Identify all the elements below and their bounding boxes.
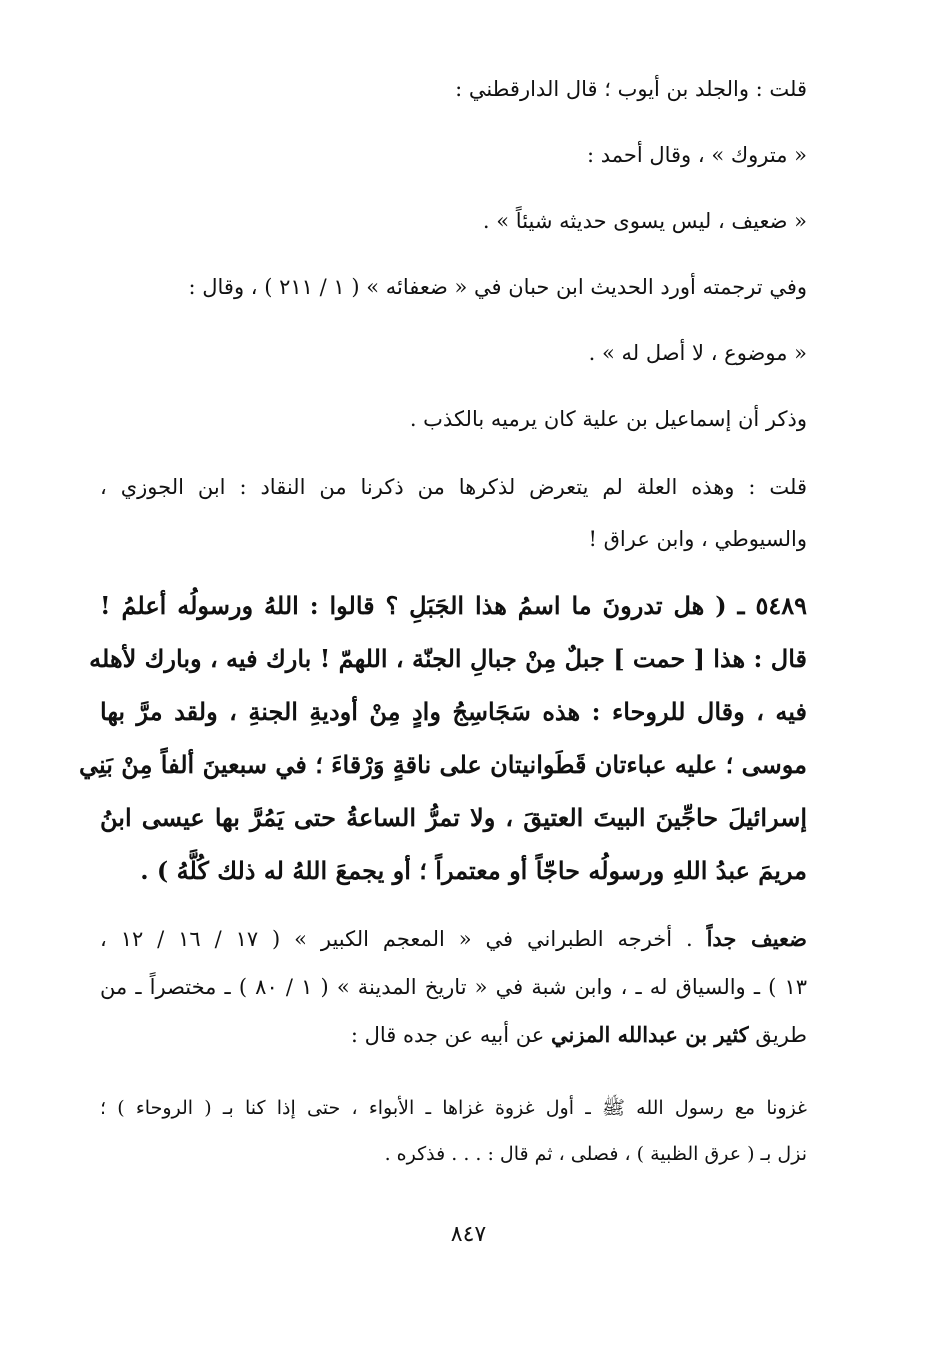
text-line-4: وفي ترجمته أورد الحديث ابن حبان في « ضعفائه » ( ١ / ٢١١ ) ، وقال : <box>188 275 807 299</box>
text-line-5: « موضوع ، لا أصل له » . <box>588 341 807 365</box>
text-line-7: قلت : وهذه العلة لم يتعرض لذكرها من ذكرنا من النقاد : ابن الجوزي ، <box>100 475 807 499</box>
page-number: ٨٤٧ <box>450 1222 487 1247</box>
hadith-line-4: موسى ؛ عليه عباءتان قَطَوانيتان على ناقةٍ وَرْقاءَ ؛ في سبعينَ ألفاً مِنْ بَنِي <box>79 750 807 779</box>
text-line-2: « متروك » ، وقال أحمد : <box>586 143 807 167</box>
takhrij-line-3 <box>100 1020 807 1050</box>
text-line-3: « ضعيف ، ليس يسوى حديثه شيئاً » . <box>482 209 807 233</box>
hadith-line-5: إسرائيلَ حاجِّينَ البيتَ العتيقَ ، ولا تمرُّ الساعةُ حتى يَمُرَّ بها عيسى ابنُ <box>100 803 807 832</box>
text-line-6: وذكر أن إسماعيل بن علية كان يرميه بالكذب . <box>409 407 807 431</box>
text-line-1: قلت : والجلد بن أيوب ؛ قال الدارقطني : <box>455 77 807 101</box>
takhrij-line-1-rest: . أخرجه الطبراني في « المعجم الكبير » ( ١٧ / ١٦ / ١٢ ، <box>100 927 707 951</box>
takhrij-line-3-rest: عن أبيه عن جده قال : <box>350 1023 551 1047</box>
text-line-8: والسيوطي ، وابن عراق ! <box>588 527 807 551</box>
hadith-line-3: فيه ، وقال للروحاء : هذه سَجَاسِجُ وادٍ مِنْ أوديةِ الجنةِ ، ولقد مرَّ بها <box>100 697 807 726</box>
takhrij-line-3-pre: طريق <box>748 1023 807 1047</box>
narration-line-1: غزونا مع رسول الله ﷺ ـ أول غزوة غزاها ـ الأبواء ، حتى إذا كنا بـ ( الروحاء ) ؛ <box>100 1097 807 1119</box>
hadith-line-2: قال : هذا [ حمت ] جبلٌ مِنْ جبالِ الجنّة ، اللهمّ ! بارك فيه ، وبارك لأهله <box>89 644 807 673</box>
hadith-line-6: مريمَ عبدُ اللهِ ورسولُه حاجّاً أو معتمراً ؛ أو يجمعَ اللهُ له ذلك كُلَّهُ ) . <box>140 856 807 885</box>
grading-label: ضعيف جداً <box>706 926 807 951</box>
narrator-name: كثير بن عبدالله المزني <box>550 1022 749 1047</box>
hadith-line-1: ٥٤٨٩ ـ ( هل تدرونَ ما اسمُ هذا الجَبَلِ ؟ قالوا : اللهُ ورسولُه أعلمُ ! <box>100 591 807 620</box>
narration-line-2: نزل بـ ( عرق الظبية ) ، فصلى ، ثم قال : . . . فذكره . <box>384 1143 807 1165</box>
takhrij-line-1 <box>100 924 807 954</box>
takhrij-line-2: ١٣ ) ـ والسياق له ـ ، وابن شبة في « تاريخ المدينة » ( ١ / ٨٠ ) ـ مختصراً ـ من <box>100 975 807 999</box>
